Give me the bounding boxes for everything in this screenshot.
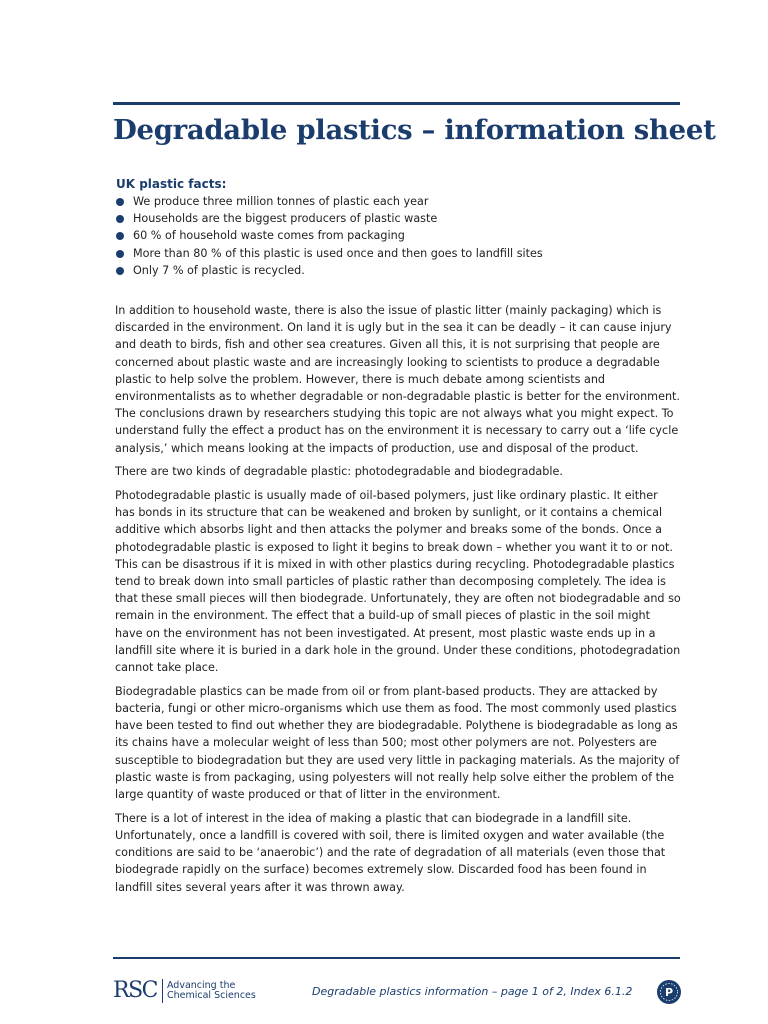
list-item: 60 % of household waste comes from packaging <box>116 227 543 244</box>
list-item: More than 80 % of this plastic is used once and then goes to landfill sites <box>116 245 543 262</box>
badge-letter: P <box>664 986 674 999</box>
list-item: We produce three million tonnes of plastic each year <box>116 193 543 210</box>
footer-page-info: Degradable plastics information – page 1 of 2, Index 6.1.2 <box>312 985 633 998</box>
header-divider <box>113 102 680 105</box>
logo-tagline-line1: Advancing the <box>166 979 236 991</box>
paragraph-biodegradable: Biodegradable plastics can be made from oil or from plant-based products. They are attacked by bacteria, fungi or other micro-organisms which use them as food. The most commonly used plastics have been tested to find out whether they are biodegradable. Polythene is biodegradable as long as its chains have a molecular weight of less than 500; most other polymers are not. Polyesters are susceptible to biodegradation but they are used very little in packaging materials. As the majority of plastic waste is from packaging, using polyesters will not really help solve either the problem of the large quantity of waste produced or that of litter in the environment. <box>115 684 680 801</box>
facts-list <box>116 193 543 279</box>
body-text <box>115 302 681 902</box>
logo-tagline <box>163 981 256 1002</box>
logo-mark: RSC <box>113 978 157 1003</box>
paragraph-intro: In addition to household waste, there is also the issue of plastic litter (mainly packaging) which is discarded in the environment. On land it is ugly but in the sea it can be deadly – it can cause injury and death to birds, fish and other sea creatures. Given all this, it is not surprising that people are concerned about plastic waste and are increasingly looking to scientists to produce a degradable plastic to help solve the problem. However, there is much debate among scientists and environmentalists as to whether degradable or non-degradable plastic is better for the environment. The conclusions drawn by researchers studying this topic are not always what you might expect. To understand fully the effect a product has on the environment it is necessary to carry out a ‘life cycle analysis,’ which means looking at the impacts of production, use and disposal of the product. <box>115 304 680 455</box>
facts-heading: UK plastic facts: <box>116 177 227 191</box>
list-item: Households are the biggest producers of plastic waste <box>116 210 543 227</box>
footer-divider <box>113 957 680 959</box>
logo-tagline-line2: Chemical Sciences <box>166 990 256 1001</box>
paragraph-landfill: There is a lot of interest in the idea of making a plastic that can biodegrade in a landfill site. Unfortunately, once a landfill is covered with soil, there is limited oxygen and water available (the conditions are said to be ‘anaerobic’) and the rate of degradation of all materials (even those that biodegrade rapidly on the surface) becomes extremely slow. Discarded food has been found in landfill sites several years after it was thrown away. <box>115 811 666 894</box>
list-item: Only 7 % of plastic is recycled. <box>116 262 543 279</box>
page-title: Degradable plastics – information sheet <box>113 114 716 146</box>
rsc-logo <box>113 978 256 1004</box>
badge-icon <box>657 980 681 1004</box>
paragraph-photodegradable: Photodegradable plastic is usually made of oil-based polymers, just like ordinary plastic. It either has bonds in its structure that can be weakened and broken by sunlight, or it contains a chemical additive which absorbs light and then attacks the polymer and breaks some of the bonds. Once a photodegradable plastic is exposed to light it begins to break down – whether you want it to or not. This can be disastrous if it is mixed in with other plastics during recycling. Photodegradable plastics tend to break down into small particles of plastic rather than decomposing completely. The idea is that these small pieces will then biodegrade. Unfortunately, they are often not biodegradable and so remain in the environment. The effect that a build-up of small pieces of plastic in the soil might have on the environment has not been investigated. At present, most plastic waste ends up in a landfill site where it is buried in a dark hole in the ground. Under these conditions, photodegradation cannot take place. <box>115 489 681 675</box>
paragraph-kinds: There are two kinds of degradable plastic: photodegradable and biodegradable. <box>115 465 563 479</box>
